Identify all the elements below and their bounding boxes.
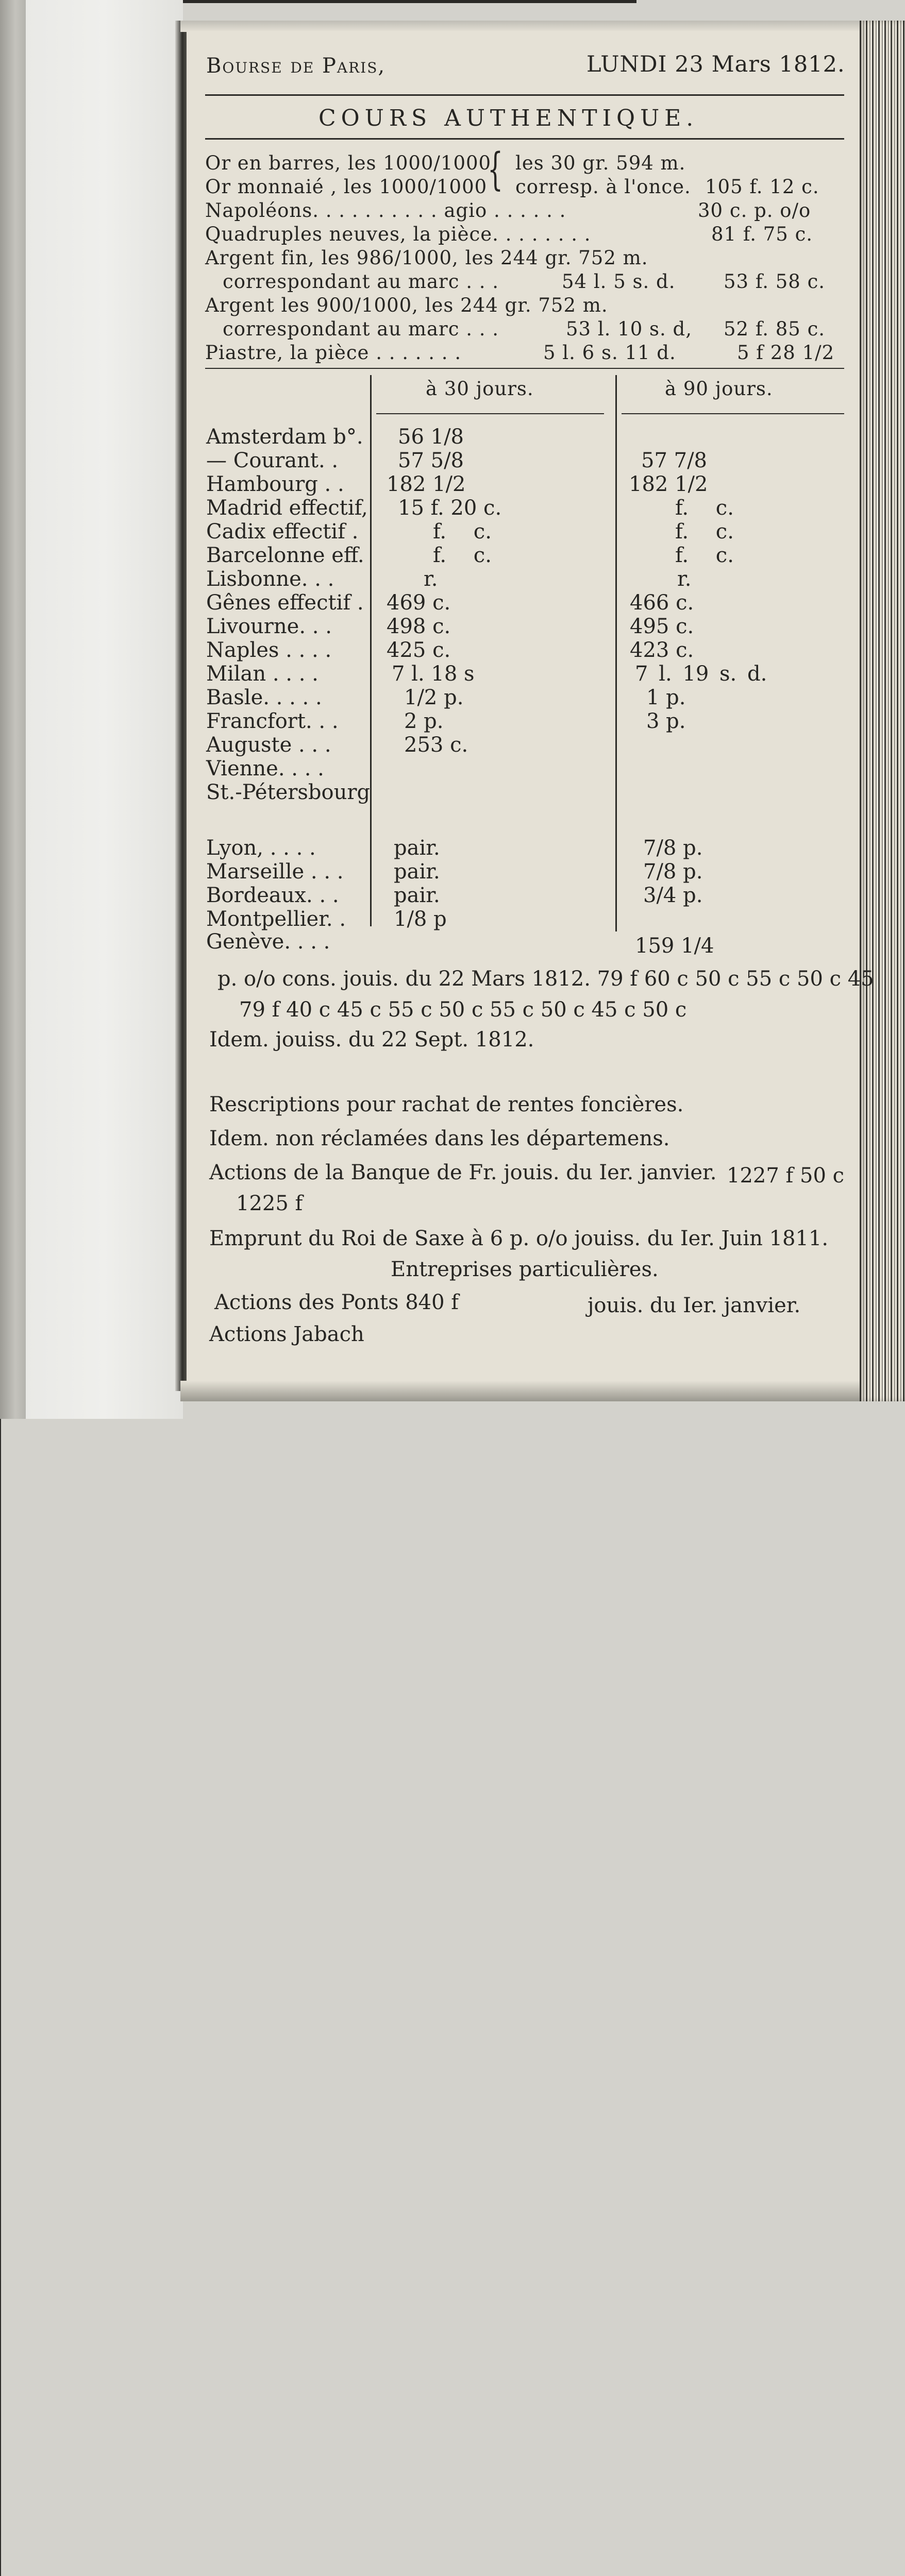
rate-90-lisbonne: r. [677, 567, 692, 591]
rate-90-naples: 423 c. [630, 638, 694, 662]
place-lyon: Lyon, . . . . [206, 836, 316, 860]
place-bordeaux: Bordeaux. . . [206, 884, 339, 907]
rate-90-livourne: 495 c. [630, 615, 694, 638]
rate-90-lyon: 7/8 p. [643, 836, 703, 860]
rate-30-barcelonne: f. c. [433, 544, 492, 567]
banque-value-2: 1225 f [236, 1192, 303, 1215]
col-30-jours: à 30 jours. [426, 378, 534, 400]
rentes-line-2: 79 f 40 c 45 c 55 c 50 c 55 c 50 c 45 c 50 c [239, 998, 687, 1022]
rentes-line-1: p. o/o cons. jouis. du 22 Mars 1812. 79 f 60 c 50 c 55 c 50 c 45 [217, 967, 874, 991]
actions-jabach: Actions Jabach [209, 1323, 364, 1346]
header-left: Bourse de Paris, [206, 54, 386, 78]
place-livourne: Livourne. . . [206, 615, 332, 638]
argent-fin-corr-f: 53 f. 58 c. [724, 270, 826, 293]
rescriptions: Rescriptions pour rachat de rentes foncières. [209, 1093, 684, 1116]
left-board [26, 0, 183, 1419]
place-francfort: Francfort. . . [206, 709, 339, 733]
rate-30-courant: 57 5/8 [398, 449, 464, 472]
banque-actions: Actions de la Banque de Fr. jouis. du Ier. janvier. [209, 1161, 717, 1184]
or-monnaie: Or monnaié , les 1000/1000 [205, 176, 488, 198]
argent-900-corr-f: 52 f. 85 c. [724, 318, 826, 340]
place-geneve: Genève. . . . [206, 930, 330, 954]
brace-line-1: les 30 gr. 594 m. [515, 152, 686, 174]
piastre-l: 5 l. 6 s. 11 d. [543, 342, 676, 364]
rate-30-livourne: 498 c. [387, 615, 451, 638]
argent-900-corr-l: 53 l. 10 s. d, [566, 318, 692, 340]
rate-30-montpellier: 1/8 p [394, 907, 447, 931]
rate-30-cadix: f. c. [433, 520, 492, 544]
rate-90-hambourg: 182 1/2 [629, 472, 708, 496]
col-90-jours: à 90 jours. [665, 378, 773, 400]
actions-ponts: Actions des Ponts 840 f [214, 1291, 459, 1314]
place-milan: Milan . . . . [206, 662, 319, 686]
rentes-idem: Idem. jouiss. du 22 Sept. 1812. [209, 1028, 534, 1052]
rate-30-basle: 1/2 p. [404, 686, 464, 709]
rate-90-genes: 466 c. [630, 591, 694, 615]
napoleons: Napoléons. . . . . . . . . . agio . . . . . . [205, 199, 566, 222]
col-90-rule [622, 413, 844, 414]
argent-900-corr: correspondant au marc . . . [223, 318, 499, 340]
rate-30-amsterdam: 56 1/8 [398, 425, 464, 449]
place-amsterdam: Amsterdam b°. [206, 425, 363, 449]
page-bottom-shadow [180, 1381, 866, 1401]
exchange-top-rule [205, 368, 844, 369]
rate-30-lisbonne: r. [424, 567, 438, 591]
emprunt-saxe: Emprunt du Roi de Saxe à 6 p. o/o jouiss. du Ier. Juin 1811. [209, 1227, 829, 1250]
quadruples: Quadruples neuves, la pièce. . . . . . . . [205, 223, 591, 245]
rate-90-marseille: 7/8 p. [643, 860, 703, 884]
page-top-shadow [180, 21, 866, 32]
place-hambourg: Hambourg . . [206, 472, 344, 496]
title-rule [205, 138, 844, 140]
argent-fin-corr-l: 54 l. 5 s. d. [562, 270, 676, 293]
rate-30-naples: 425 c. [387, 638, 451, 662]
header-date: LUNDI 23 Mars 1812. [586, 52, 845, 77]
or-barres: Or en barres, les 1000/1000 [205, 152, 492, 174]
place-barcelonne: Barcelonne eff. [206, 544, 364, 567]
frame-left-rule-thin [0, 1307, 1, 2576]
argent-fin: Argent fin, les 986/1000, les 244 gr. 752 m. [205, 247, 648, 269]
rate-90-basle: 1 p. [646, 686, 686, 709]
rescriptions-idem: Idem. non réclamées dans les départemens. [209, 1127, 670, 1150]
piastre: Piastre, la pièce . . . . . . . [205, 342, 462, 364]
place-marseille: Marseille . . . [206, 860, 344, 884]
rate-30-hambourg: 182 1/2 [387, 472, 466, 496]
rate-90-geneve: 159 1/4 [635, 934, 714, 958]
rate-90-bordeaux: 3/4 p. [643, 884, 703, 907]
page-edges [860, 21, 905, 1401]
place-montpellier: Montpellier. . [206, 907, 346, 931]
place-st-petersbourg: St.-Pétersbourg [206, 781, 371, 804]
entreprises-heading: Entreprises particulières. [391, 1258, 659, 1281]
quadruples-value: 81 f. 75 c. [711, 223, 813, 245]
header-rule [205, 94, 844, 96]
rate-90-francfort: 3 p. [646, 709, 686, 733]
brace-value-2: 105 f. 12 c. [705, 176, 819, 198]
page-title: COURS AUTHENTIQUE. [319, 105, 699, 131]
col-30-rule [376, 413, 604, 414]
rate-90-cadix: f. c. [675, 520, 734, 544]
actions-ponts-jouis: jouis. du Ier. janvier. [588, 1294, 801, 1317]
argent-900: Argent les 900/1000, les 244 gr. 752 m. [205, 294, 608, 316]
argent-fin-corr: correspondant au marc . . . [223, 270, 499, 293]
banque-value-1: 1227 f 50 c [727, 1164, 845, 1188]
rate-30-auguste: 253 c. [404, 733, 468, 757]
napoleons-value: 30 c. p. o/o [698, 199, 811, 222]
place-basle: Basle. . . . . [206, 686, 322, 709]
place-vienne: Vienne. . . . [206, 757, 324, 781]
book-binding [0, 0, 26, 1419]
rate-30-lyon: pair. [394, 836, 440, 860]
exchange-col-divider-1 [370, 375, 372, 926]
piastre-f: 5 f 28 1/2 [737, 342, 835, 364]
rate-90-madrid: f. c. [675, 496, 734, 520]
place-madrid: Madrid effectif, [206, 496, 368, 520]
place-courant: — Courant. . [206, 449, 339, 472]
brace-line-2: corresp. à l'once. [515, 176, 691, 198]
rate-30-milan: 7 l. 18 s [392, 662, 475, 686]
rate-30-madrid: 15 f. 20 c. [398, 496, 502, 520]
rate-30-francfort: 2 p. [404, 709, 444, 733]
place-lisbonne: Lisbonne. . . [206, 567, 334, 591]
exchange-col-divider-2 [615, 375, 617, 931]
place-naples: Naples . . . . [206, 638, 332, 662]
place-genes: Gênes effectif . [206, 591, 364, 615]
rate-30-bordeaux: pair. [394, 884, 440, 907]
rate-90-courant: 57 7/8 [641, 449, 707, 472]
rate-30-marseille: pair. [394, 860, 440, 884]
place-auguste: Auguste . . . [206, 733, 331, 757]
rate-30-genes: 469 c. [387, 591, 451, 615]
rate-90-milan: 7 l. 19 s. d. [635, 662, 767, 686]
place-cadix: Cadix effectif . [206, 520, 359, 544]
rate-90-barcelonne: f. c. [675, 544, 734, 567]
brace-symbol: { [488, 144, 504, 195]
